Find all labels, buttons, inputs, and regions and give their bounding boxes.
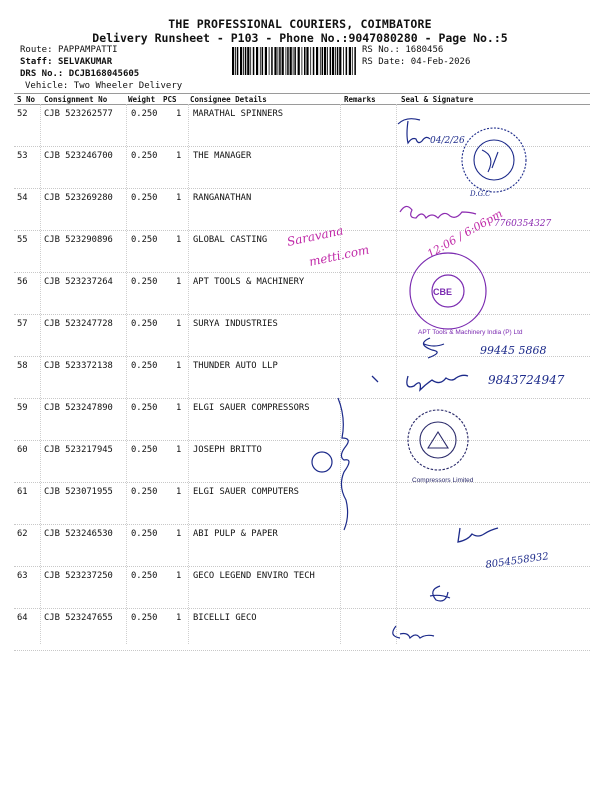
row-consignee: RANGANATHAN bbox=[193, 193, 252, 203]
col-header-consignee: Consignee Details bbox=[190, 95, 267, 104]
vehicle-label: Vehicle: bbox=[25, 81, 69, 91]
barcode-bar bbox=[304, 47, 306, 75]
col-header-seal: Seal & Signature bbox=[401, 95, 474, 104]
table-row bbox=[0, 571, 600, 613]
barcode-bar bbox=[324, 47, 326, 75]
stamp-row-56-center: CBE bbox=[433, 287, 453, 297]
barcode-bar bbox=[352, 47, 353, 75]
route-value: PAPPAMPATTI bbox=[57, 45, 118, 55]
barcode-bar bbox=[346, 47, 348, 75]
row-sno: 54 bbox=[17, 193, 28, 203]
row-sno: 52 bbox=[17, 109, 28, 119]
drs-label: DRS No.: bbox=[20, 69, 64, 79]
row-divider bbox=[14, 272, 590, 273]
row-weight: 0.250 bbox=[131, 151, 158, 161]
col-header-pcs: PCS bbox=[163, 95, 177, 104]
row-consignee: THE MANAGER bbox=[193, 151, 252, 161]
barcode-bar bbox=[286, 47, 287, 75]
header-bottom-rule bbox=[14, 104, 590, 105]
row-divider bbox=[14, 650, 590, 651]
vehicle-value: Two Wheeler Delivery bbox=[73, 81, 183, 91]
row-consignment: CJB 523290896 bbox=[44, 235, 113, 245]
row-pcs: 1 bbox=[176, 319, 182, 329]
barcode-bar bbox=[269, 47, 270, 75]
row-divider bbox=[14, 230, 590, 231]
rs-date-value: 04-Feb-2026 bbox=[410, 57, 471, 67]
barcode-bar bbox=[282, 47, 284, 75]
col-header-remarks: Remarks bbox=[344, 95, 376, 104]
barcode-bar bbox=[354, 47, 356, 75]
row-divider bbox=[14, 566, 590, 567]
table-row bbox=[0, 235, 600, 277]
barcode-bar bbox=[310, 47, 311, 75]
table-row bbox=[0, 613, 600, 655]
barcode-bar bbox=[293, 47, 294, 75]
table-row bbox=[0, 403, 600, 445]
phone-row-58-a: 99445 5868 bbox=[480, 344, 547, 357]
row-weight: 0.250 bbox=[131, 319, 158, 329]
row-pcs: 1 bbox=[176, 571, 182, 581]
row-weight: 0.250 bbox=[131, 109, 158, 119]
barcode-bar bbox=[256, 47, 258, 75]
date-row-52: 04/2/26 bbox=[430, 136, 465, 146]
row-consignment: CJB 523247655 bbox=[44, 613, 113, 623]
row-sno: 64 bbox=[17, 613, 28, 623]
row-consignee: MARATHAL SPINNERS bbox=[193, 109, 284, 119]
rs-no-line bbox=[362, 45, 443, 55]
row-consignee: SURYA INDUSTRIES bbox=[193, 319, 278, 329]
barcode-bar bbox=[332, 47, 334, 75]
row-pcs: 1 bbox=[176, 109, 182, 119]
row-sno: 63 bbox=[17, 571, 28, 581]
row-weight: 0.250 bbox=[131, 571, 158, 581]
barcode-bar bbox=[335, 47, 336, 75]
table-row bbox=[0, 193, 600, 235]
remark-row-55-line1: Saravana bbox=[285, 223, 345, 249]
barcode-bar bbox=[302, 47, 303, 75]
barcode-bar bbox=[262, 47, 264, 75]
row-consignee: ELGI SAUER COMPUTERS bbox=[193, 487, 299, 497]
barcode-bar bbox=[349, 47, 351, 75]
barcode-bar bbox=[243, 47, 244, 75]
header-top-rule bbox=[14, 93, 590, 94]
remark-row-55-line2: metti.com bbox=[307, 242, 371, 269]
barcode-bar bbox=[330, 47, 332, 75]
phone-row-62: 8054558932 bbox=[484, 551, 550, 571]
barcode-bar bbox=[287, 47, 289, 75]
row-pcs: 1 bbox=[176, 613, 182, 623]
stamp-row-53-text: D.G.C bbox=[470, 190, 491, 198]
row-pcs: 1 bbox=[176, 361, 182, 371]
row-weight: 0.250 bbox=[131, 277, 158, 287]
row-consignee: THUNDER AUTO LLP bbox=[193, 361, 278, 371]
barcode-bar bbox=[260, 47, 261, 75]
time-row-55: 12:06 / 6:06pm bbox=[425, 207, 505, 261]
row-consignment: CJB 523269280 bbox=[44, 193, 113, 203]
row-weight: 0.250 bbox=[131, 529, 158, 539]
row-sno: 62 bbox=[17, 529, 28, 539]
row-sno: 60 bbox=[17, 445, 28, 455]
staff-line bbox=[20, 57, 112, 67]
rs-date-label: RS Date: bbox=[362, 57, 406, 67]
rs-no-label: RS No.: bbox=[362, 45, 400, 55]
row-sno: 56 bbox=[17, 277, 28, 287]
row-pcs: 1 bbox=[176, 529, 182, 539]
staff-value: SELVAKUMAR bbox=[57, 57, 113, 67]
row-sno: 61 bbox=[17, 487, 28, 497]
row-consignment: CJB 523237250 bbox=[44, 571, 113, 581]
barcode-image bbox=[232, 47, 358, 75]
table-row bbox=[0, 277, 600, 319]
rs-date-line bbox=[362, 57, 470, 67]
barcode-bar bbox=[232, 47, 234, 75]
row-consignee: JOSEPH BRITTO bbox=[193, 445, 262, 455]
row-consignment: CJB 523247890 bbox=[44, 403, 113, 413]
barcode-bar bbox=[245, 47, 247, 75]
rs-no-value: 1680456 bbox=[405, 45, 444, 55]
row-pcs: 1 bbox=[176, 235, 182, 245]
row-consignment: CJB 523372138 bbox=[44, 361, 113, 371]
table-row bbox=[0, 319, 600, 361]
row-sno: 55 bbox=[17, 235, 28, 245]
row-weight: 0.250 bbox=[131, 613, 158, 623]
row-consignment: CJB 523071955 bbox=[44, 487, 113, 497]
barcode-bar bbox=[240, 47, 242, 75]
row-weight: 0.250 bbox=[131, 445, 158, 455]
row-pcs: 1 bbox=[176, 151, 182, 161]
row-divider bbox=[14, 524, 590, 525]
company-title: THE PROFESSIONAL COURIERS, COIMBATORE bbox=[168, 17, 432, 31]
barcode-bar bbox=[306, 47, 308, 75]
row-divider bbox=[14, 440, 590, 441]
table-row bbox=[0, 361, 600, 403]
row-consignment: CJB 523237264 bbox=[44, 277, 113, 287]
row-divider bbox=[14, 398, 590, 399]
row-divider bbox=[14, 608, 590, 609]
row-sno: 58 bbox=[17, 361, 28, 371]
row-consignee: ABI PULP & PAPER bbox=[193, 529, 278, 539]
row-weight: 0.250 bbox=[131, 361, 158, 371]
barcode-bar bbox=[253, 47, 255, 75]
row-sno: 53 bbox=[17, 151, 28, 161]
row-pcs: 1 bbox=[176, 487, 182, 497]
col-header-consignment: Consignment No bbox=[44, 95, 108, 104]
row-pcs: 1 bbox=[176, 193, 182, 203]
table-row bbox=[0, 487, 600, 529]
barcode-bar bbox=[278, 47, 279, 75]
row-weight: 0.250 bbox=[131, 193, 158, 203]
row-divider bbox=[14, 482, 590, 483]
barcode-bar bbox=[235, 47, 236, 75]
row-weight: 0.250 bbox=[131, 403, 158, 413]
row-divider bbox=[14, 188, 590, 189]
runsheet-title: Delivery Runsheet - P103 - Phone No.:9047080280 - Page No.:5 bbox=[92, 31, 508, 45]
row-consignee: APT TOOLS & MACHINERY bbox=[193, 277, 305, 287]
vehicle-line bbox=[25, 81, 182, 91]
barcode-bar bbox=[294, 47, 296, 75]
table-row bbox=[0, 109, 600, 151]
row-consignee: GLOBAL CASTING bbox=[193, 235, 268, 245]
stamp-row-56-ring: APT Tools & Machinery India (P) Ltd bbox=[418, 329, 523, 336]
barcode-bar bbox=[250, 47, 251, 75]
barcode-bar bbox=[327, 47, 328, 75]
col-header-sno: S No bbox=[17, 95, 36, 104]
barcode-bar bbox=[298, 47, 300, 75]
row-divider bbox=[14, 356, 590, 357]
drs-value: DCJB168045605 bbox=[68, 69, 140, 79]
drs-line bbox=[20, 69, 139, 79]
row-pcs: 1 bbox=[176, 277, 182, 287]
row-consignment: CJB 523246530 bbox=[44, 529, 113, 539]
barcode-bar bbox=[339, 47, 341, 75]
row-divider bbox=[14, 146, 590, 147]
row-consignee: GECO LEGEND ENVIRO TECH bbox=[193, 571, 315, 581]
barcode-bar bbox=[337, 47, 339, 75]
row-pcs: 1 bbox=[176, 445, 182, 455]
col-header-weight: Weight bbox=[128, 95, 156, 104]
row-consignment: CJB 523262577 bbox=[44, 109, 113, 119]
phone-row-58-b: 9843724947 bbox=[488, 373, 565, 387]
row-weight: 0.250 bbox=[131, 487, 158, 497]
row-weight: 0.250 bbox=[131, 235, 158, 245]
stamp-row-60-text: Compressors Limited bbox=[412, 477, 474, 484]
row-sno: 57 bbox=[17, 319, 28, 329]
barcode-bar bbox=[279, 47, 281, 75]
staff-label: Staff: bbox=[20, 57, 53, 67]
barcode-bar bbox=[313, 47, 315, 75]
barcode-bar bbox=[274, 47, 276, 75]
barcode-bar bbox=[316, 47, 318, 75]
row-pcs: 1 bbox=[176, 403, 182, 413]
row-consignee: ELGI SAUER COMPRESSORS bbox=[193, 403, 310, 413]
route-label: Route: bbox=[20, 45, 53, 55]
row-divider bbox=[14, 314, 590, 315]
row-consignment: CJB 523247728 bbox=[44, 319, 113, 329]
table-row bbox=[0, 445, 600, 487]
phone-row-54: 7760354327 bbox=[494, 219, 552, 229]
barcode-bar bbox=[343, 47, 344, 75]
row-consignment: CJB 523217945 bbox=[44, 445, 113, 455]
route-line bbox=[20, 45, 118, 55]
barcode-bar bbox=[247, 47, 249, 75]
row-consignee: BICELLI GECO bbox=[193, 613, 257, 623]
barcode-bar bbox=[237, 47, 239, 75]
barcode-bar bbox=[271, 47, 273, 75]
barcode-bar bbox=[322, 47, 324, 75]
table-row bbox=[0, 529, 600, 571]
barcode-bar bbox=[265, 47, 267, 75]
barcode-bar bbox=[290, 47, 292, 75]
row-consignment: CJB 523246700 bbox=[44, 151, 113, 161]
table-row bbox=[0, 151, 600, 193]
barcode-bar bbox=[320, 47, 321, 75]
row-sno: 59 bbox=[17, 403, 28, 413]
